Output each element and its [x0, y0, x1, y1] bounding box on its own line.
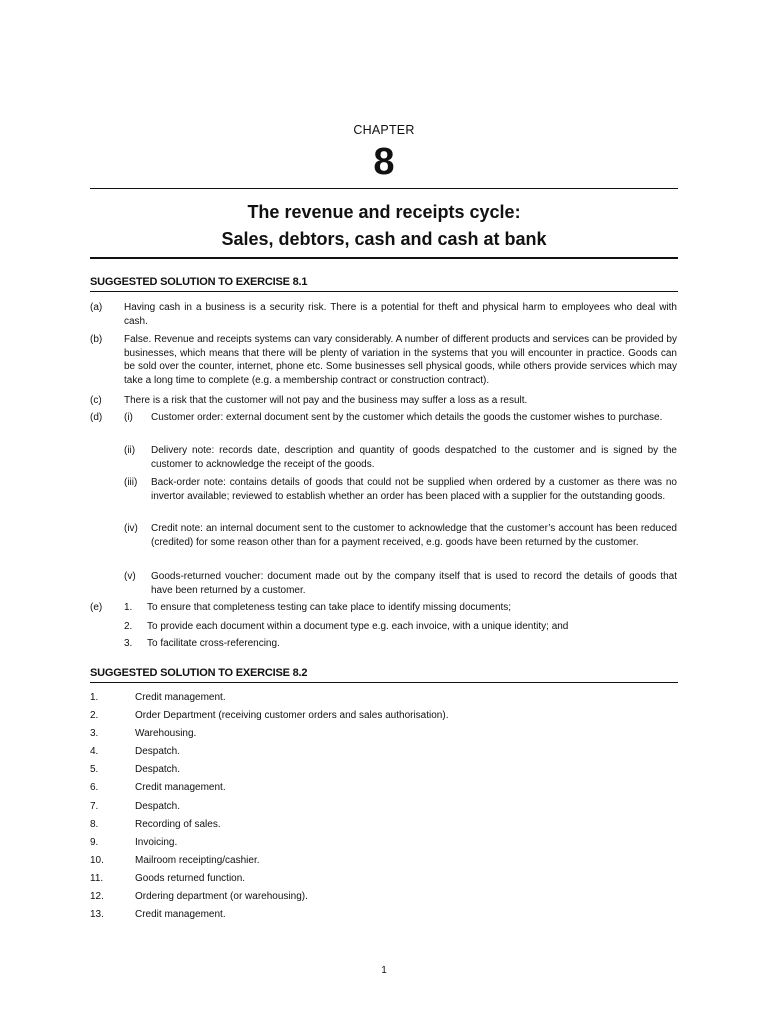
chapter-title-line-2: Sales, debtors, cash and cash at bank	[221, 229, 547, 249]
list-item-text: Goods returned function.	[135, 872, 246, 884]
item-label-c: (c)	[90, 395, 102, 406]
page-number: 1	[381, 965, 387, 976]
subitem-label-e-2: 2.	[124, 621, 133, 632]
chapter-label: CHAPTER	[353, 123, 415, 137]
list-item-text: Despatch.	[135, 746, 181, 758]
list-item-text: Credit management.	[135, 909, 226, 921]
list-item	[90, 691, 678, 709]
subitem-text-d-iii: Back-order note: contains details of goods that could not be supplied when ordered by a customer as there was no invertor available; reviewed to establish whether an order has been placed with a supplier for the outstanding goods.	[151, 477, 677, 502]
list-item-text: Order Department (receiving customer orders and sales authorisation).	[135, 710, 449, 722]
subitem-label-d-ii: (ii)	[124, 445, 136, 456]
item-label-a: (a)	[90, 302, 103, 313]
subitem-label-d-iv: (iv)	[124, 523, 138, 534]
list-item-text: Despatch.	[135, 764, 181, 776]
chapter-number: 8	[373, 141, 395, 183]
section-heading-8-1: SUGGESTED SOLUTION TO EXERCISE 8.1	[90, 276, 678, 292]
list-item-number: 1.	[90, 692, 99, 703]
list-item-number: 13.	[90, 909, 104, 921]
subitem-text-d-i: Customer order: external document sent by the customer which details the goods the customer wishes to purchase.	[151, 412, 663, 423]
list-item-number: 5.	[90, 764, 99, 776]
list-item-number: 11.	[90, 872, 104, 884]
list-item-number: 6.	[90, 782, 99, 794]
item-label-b: (b)	[90, 334, 103, 345]
subitem-text-e-1: To ensure that completeness testing can take place to identify missing documents;	[147, 602, 512, 613]
divider-title	[90, 257, 678, 259]
subitem-label-e-1: 1.	[124, 602, 133, 613]
list-item	[90, 800, 678, 818]
list-item-number: 12.	[90, 891, 104, 903]
list-item	[90, 727, 678, 745]
function-list	[90, 691, 678, 926]
list-item-number: 2.	[90, 710, 99, 722]
list-item-text: Ordering department (or warehousing).	[135, 891, 308, 903]
subitem-text-e-3: To facilitate cross-referencing.	[147, 638, 280, 649]
item-text-b: False. Revenue and receipts systems can vary considerably. A number of different products and services can be provided by businesses, which means that there will be plenty of variation in the systems that you will encounter in practice. Goods can be sold over the counter, internet, phone etc. Some businesses sell physical goods, while others provide services which may take a long time to complete (e.g. a membership contract or construction contract).	[124, 334, 677, 387]
list-item	[90, 836, 678, 854]
list-item-number: 9.	[90, 836, 99, 848]
subitem-text-d-v: Goods-returned voucher: document made out by the company itself that is used to record the details of goods that have been returned by a customer.	[151, 571, 677, 596]
item-label-d: (d)	[90, 412, 103, 423]
list-item-text: Warehousing.	[135, 728, 197, 740]
list-item	[90, 709, 678, 727]
subitem-text-d-iv: Credit note: an internal document sent to the customer to acknowledge that the customer’s account has been reduced (credited) for some reason other than for a payment received, e.g. goods have been returned by the customer.	[151, 523, 677, 548]
list-item-text: Despatch.	[135, 800, 181, 812]
list-item	[90, 745, 678, 763]
subitem-label-d-iii: (iii)	[124, 477, 138, 488]
list-item	[90, 763, 678, 781]
subitem-text-e-2: To provide each document within a document type e.g. each invoice, with a unique identity; and	[147, 621, 569, 632]
subitem-label-d-v: (v)	[124, 571, 136, 582]
subitem-label-d-i: (i)	[124, 412, 133, 423]
divider-top	[90, 188, 678, 189]
chapter-title-line-1: The revenue and receipts cycle:	[247, 202, 521, 222]
subitem-label-e-3: 3.	[124, 638, 133, 649]
list-item-text: Credit management.	[135, 692, 226, 703]
list-item	[90, 818, 678, 836]
list-item-text: Recording of sales.	[135, 818, 221, 830]
list-item	[90, 908, 678, 926]
section-heading-8-2: SUGGESTED SOLUTION TO EXERCISE 8.2	[90, 667, 678, 683]
list-item-number: 7.	[90, 800, 99, 812]
list-item-text: Invoicing.	[135, 836, 178, 848]
list-item-number: 8.	[90, 818, 99, 830]
list-item-number: 3.	[90, 728, 99, 740]
list-item	[90, 890, 678, 908]
subitem-text-d-ii: Delivery note: records date, description and quantity of goods despatched to the customer and is signed by the customer to acknowledge the receipt of the goods.	[151, 445, 677, 470]
list-item-text: Credit management.	[135, 782, 226, 794]
list-item	[90, 854, 678, 872]
list-item-text: Mailroom receipting/cashier.	[135, 854, 260, 866]
list-item	[90, 872, 678, 890]
item-label-e: (e)	[90, 602, 103, 613]
list-item-number: 4.	[90, 746, 99, 758]
item-text-c: There is a risk that the customer will not pay and the business may suffer a loss as a result.	[124, 395, 528, 406]
list-item-number: 10.	[90, 854, 104, 866]
list-item	[90, 781, 678, 799]
item-text-a: Having cash in a business is a security risk. There is a potential for theft and physical harm to employees who deal with cash.	[124, 302, 677, 327]
